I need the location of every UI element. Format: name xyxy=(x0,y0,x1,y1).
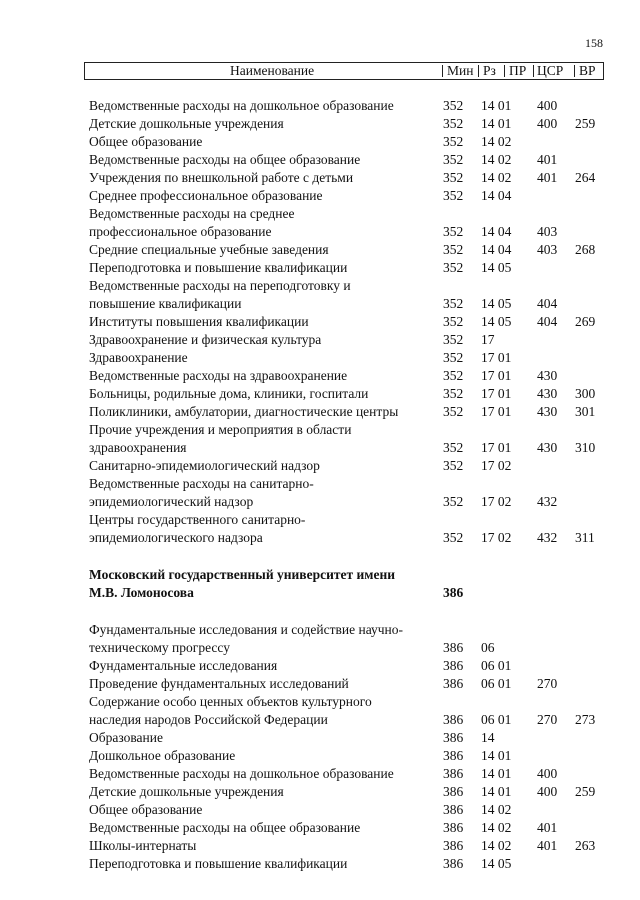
cell-name: повышение квалификации xyxy=(89,296,242,311)
cell-rz-pr: 14 01 xyxy=(481,116,512,131)
cell-csr: 430 xyxy=(537,404,558,419)
table-row xyxy=(0,403,640,421)
table-row xyxy=(0,313,640,331)
cell-min: 352 xyxy=(443,98,464,113)
cell-rz-pr: 14 01 xyxy=(481,766,512,781)
cell-min: 352 xyxy=(443,440,464,455)
cell-min: 352 xyxy=(443,404,464,419)
table-row xyxy=(0,566,640,584)
cell-rz-pr: 17 02 xyxy=(481,458,512,473)
cell-csr: 430 xyxy=(537,386,558,401)
cell-csr: 430 xyxy=(537,368,558,383)
table-row xyxy=(0,367,640,385)
cell-name: Поликлиники, амбулатории, диагностические центры xyxy=(89,404,399,419)
table-row xyxy=(0,783,640,801)
cell-rz-pr: 14 05 xyxy=(481,314,512,329)
cell-csr: 432 xyxy=(537,494,558,509)
cell-csr: 400 xyxy=(537,784,558,799)
cell-min: 352 xyxy=(443,134,464,149)
table-row xyxy=(0,819,640,837)
cell-vr: 310 xyxy=(575,440,596,455)
cell-rz-pr: 14 05 xyxy=(481,260,512,275)
cell-name: Переподготовка и повышение квалификации xyxy=(89,260,348,275)
header-divider xyxy=(533,65,534,77)
cell-name: Институты повышения квалификации xyxy=(89,314,309,329)
header-divider xyxy=(504,65,505,77)
cell-vr: 273 xyxy=(575,712,596,727)
cell-name: Фундаментальные исследования и содействие научно- xyxy=(89,622,404,637)
cell-name: Ведомственные расходы на санитарно- xyxy=(89,476,314,491)
cell-rz-pr: 17 02 xyxy=(481,530,512,545)
table-row xyxy=(0,223,640,241)
cell-rz-pr: 14 01 xyxy=(481,784,512,799)
cell-min: 352 xyxy=(443,116,464,131)
cell-vr: 311 xyxy=(575,530,595,545)
cell-rz-pr: 17 01 xyxy=(481,350,512,365)
cell-min: 386 xyxy=(443,730,464,745)
table-header xyxy=(84,62,604,80)
cell-csr: 401 xyxy=(537,838,558,853)
table-row xyxy=(0,855,640,873)
cell-csr: 400 xyxy=(537,116,558,131)
cell-name: Московский государственный университет имени xyxy=(89,567,395,582)
cell-name: профессиональное образование xyxy=(89,224,272,239)
cell-min: 386 xyxy=(443,676,464,691)
cell-name: техническому прогрессу xyxy=(89,640,230,655)
cell-min: 386 xyxy=(443,658,464,673)
cell-min: 352 xyxy=(443,260,464,275)
cell-name: Переподготовка и повышение квалификации xyxy=(89,856,348,871)
cell-name: наследия народов Российской Федерации xyxy=(89,712,328,727)
cell-rz-pr: 14 02 xyxy=(481,152,512,167)
cell-vr: 300 xyxy=(575,386,596,401)
table-row xyxy=(0,747,640,765)
table-row xyxy=(0,493,640,511)
table-row xyxy=(0,475,640,493)
table-row xyxy=(0,277,640,295)
cell-rz-pr: 17 01 xyxy=(481,440,512,455)
header-pr: ПР xyxy=(509,63,527,78)
cell-min: 386 xyxy=(443,856,464,871)
cell-rz-pr: 17 xyxy=(481,332,495,347)
header-divider xyxy=(574,65,575,77)
cell-rz-pr: 17 02 xyxy=(481,494,512,509)
table-row xyxy=(0,385,640,403)
header-name: Наименование xyxy=(230,63,315,78)
header-csr: ЦСР xyxy=(537,63,564,78)
cell-vr: 263 xyxy=(575,838,596,853)
cell-name: здравоохранения xyxy=(89,440,187,455)
cell-name: Ведомственные расходы на общее образование xyxy=(89,820,361,835)
cell-min: 352 xyxy=(443,242,464,257)
cell-min: 352 xyxy=(443,530,464,545)
cell-rz-pr: 06 01 xyxy=(481,658,512,673)
table-row xyxy=(0,621,640,639)
cell-name: Ведомственные расходы на переподготовку и xyxy=(89,278,351,293)
cell-min: 352 xyxy=(443,314,464,329)
cell-csr: 270 xyxy=(537,676,558,691)
cell-name: Ведомственные расходы на здравоохранение xyxy=(89,368,348,383)
cell-rz-pr: 06 01 xyxy=(481,712,512,727)
cell-name: Здравоохранение и физическая культура xyxy=(89,332,322,347)
table-row xyxy=(0,693,640,711)
cell-csr: 401 xyxy=(537,152,558,167)
header-vr: ВР xyxy=(579,63,596,78)
cell-name: Прочие учреждения и мероприятия в области xyxy=(89,422,352,437)
table-row xyxy=(0,457,640,475)
cell-name: эпидемиологического надзора xyxy=(89,530,263,545)
cell-name: Общее образование xyxy=(89,134,203,149)
cell-csr: 403 xyxy=(537,224,558,239)
cell-name: Ведомственные расходы на общее образование xyxy=(89,152,361,167)
cell-rz-pr: 14 04 xyxy=(481,242,512,257)
table-row xyxy=(0,511,640,529)
cell-name: Проведение фундаментальных исследований xyxy=(89,676,349,691)
table-row xyxy=(0,205,640,223)
cell-csr: 404 xyxy=(537,314,558,329)
cell-name: Центры государственного санитарно- xyxy=(89,512,306,527)
cell-rz-pr: 17 01 xyxy=(481,386,512,401)
cell-rz-pr: 14 05 xyxy=(481,296,512,311)
table-row xyxy=(0,331,640,349)
cell-csr: 432 xyxy=(537,530,558,545)
cell-name: Санитарно-эпидемиологический надзор xyxy=(89,458,320,473)
cell-rz-pr: 14 04 xyxy=(481,188,512,203)
cell-name: Детские дошкольные учреждения xyxy=(89,116,284,131)
table-row xyxy=(0,151,640,169)
cell-min: 352 xyxy=(443,368,464,383)
cell-rz-pr: 14 04 xyxy=(481,224,512,239)
cell-name: Здравоохранение xyxy=(89,350,188,365)
cell-min: 386 xyxy=(443,640,464,655)
cell-name: Школы-интернаты xyxy=(89,838,197,853)
cell-min: 352 xyxy=(443,458,464,473)
header-divider xyxy=(478,65,479,77)
cell-min: 352 xyxy=(443,296,464,311)
cell-csr: 430 xyxy=(537,440,558,455)
cell-min: 386 xyxy=(443,802,464,817)
table-row xyxy=(0,657,640,675)
table-row xyxy=(0,349,640,367)
cell-name: Средние специальные учебные заведения xyxy=(89,242,329,257)
cell-name: Образование xyxy=(89,730,163,745)
table-row xyxy=(0,187,640,205)
table-row xyxy=(0,259,640,277)
cell-name: Содержание особо ценных объектов культурного xyxy=(89,694,372,709)
cell-min: 386 xyxy=(443,712,464,727)
page-number: 158 xyxy=(585,36,603,50)
cell-csr: 400 xyxy=(537,98,558,113)
cell-rz-pr: 14 02 xyxy=(481,838,512,853)
cell-csr: 270 xyxy=(537,712,558,727)
table-row xyxy=(0,115,640,133)
table-row xyxy=(0,729,640,747)
cell-csr: 400 xyxy=(537,766,558,781)
cell-vr: 268 xyxy=(575,242,596,257)
cell-vr: 259 xyxy=(575,116,596,131)
cell-csr: 404 xyxy=(537,296,558,311)
cell-name: Среднее профессиональное образование xyxy=(89,188,323,203)
cell-rz-pr: 14 02 xyxy=(481,802,512,817)
table-row xyxy=(0,765,640,783)
cell-min: 386 xyxy=(443,585,464,600)
cell-min: 352 xyxy=(443,332,464,347)
cell-rz-pr: 14 02 xyxy=(481,170,512,185)
cell-name: Общее образование xyxy=(89,802,203,817)
cell-min: 352 xyxy=(443,494,464,509)
cell-rz-pr: 17 01 xyxy=(481,368,512,383)
table-row xyxy=(0,529,640,547)
table-row xyxy=(0,439,640,457)
cell-name: Детские дошкольные учреждения xyxy=(89,784,284,799)
cell-name: Ведомственные расходы на дошкольное образование xyxy=(89,98,394,113)
cell-name: Фундаментальные исследования xyxy=(89,658,278,673)
cell-name: Ведомственные расходы на дошкольное образование xyxy=(89,766,394,781)
cell-min: 386 xyxy=(443,748,464,763)
cell-min: 352 xyxy=(443,152,464,167)
header-rz: Рз xyxy=(483,63,496,78)
cell-vr: 269 xyxy=(575,314,596,329)
cell-csr: 403 xyxy=(537,242,558,257)
cell-rz-pr: 06 01 xyxy=(481,676,512,691)
cell-vr: 264 xyxy=(575,170,596,185)
cell-name: эпидемиологический надзор xyxy=(89,494,254,509)
table-row xyxy=(0,584,640,602)
cell-rz-pr: 14 xyxy=(481,730,495,745)
cell-name: Учреждения по внешкольной работе с детьми xyxy=(89,170,354,185)
cell-min: 386 xyxy=(443,766,464,781)
table-row xyxy=(0,133,640,151)
cell-vr: 259 xyxy=(575,784,596,799)
table-row xyxy=(0,711,640,729)
cell-name: Дошкольное образование xyxy=(89,748,236,763)
table-row xyxy=(0,295,640,313)
cell-rz-pr: 14 01 xyxy=(481,748,512,763)
table-row xyxy=(0,675,640,693)
cell-min: 352 xyxy=(443,224,464,239)
cell-name: Больницы, родильные дома, клиники, госпитали xyxy=(89,386,369,401)
cell-min: 352 xyxy=(443,386,464,401)
cell-min: 352 xyxy=(443,350,464,365)
table-row xyxy=(0,639,640,657)
cell-rz-pr: 14 02 xyxy=(481,134,512,149)
cell-csr: 401 xyxy=(537,820,558,835)
cell-rz-pr: 17 01 xyxy=(481,404,512,419)
cell-rz-pr: 14 01 xyxy=(481,98,512,113)
cell-min: 386 xyxy=(443,784,464,799)
cell-min: 386 xyxy=(443,838,464,853)
cell-min: 352 xyxy=(443,170,464,185)
cell-min: 386 xyxy=(443,820,464,835)
cell-rz-pr: 14 05 xyxy=(481,856,512,871)
cell-name: Ведомственные расходы на среднее xyxy=(89,206,295,221)
table-row xyxy=(0,97,640,115)
cell-rz-pr: 14 02 xyxy=(481,820,512,835)
header-divider xyxy=(442,65,443,77)
table-row xyxy=(0,421,640,439)
table-row xyxy=(0,169,640,187)
header-min: Мин xyxy=(447,63,474,78)
table-row xyxy=(0,837,640,855)
cell-vr: 301 xyxy=(575,404,596,419)
table-row xyxy=(0,801,640,819)
cell-csr: 401 xyxy=(537,170,558,185)
cell-min: 352 xyxy=(443,188,464,203)
table-row xyxy=(0,241,640,259)
cell-rz-pr: 06 xyxy=(481,640,495,655)
cell-name: М.В. Ломоносова xyxy=(89,585,194,600)
